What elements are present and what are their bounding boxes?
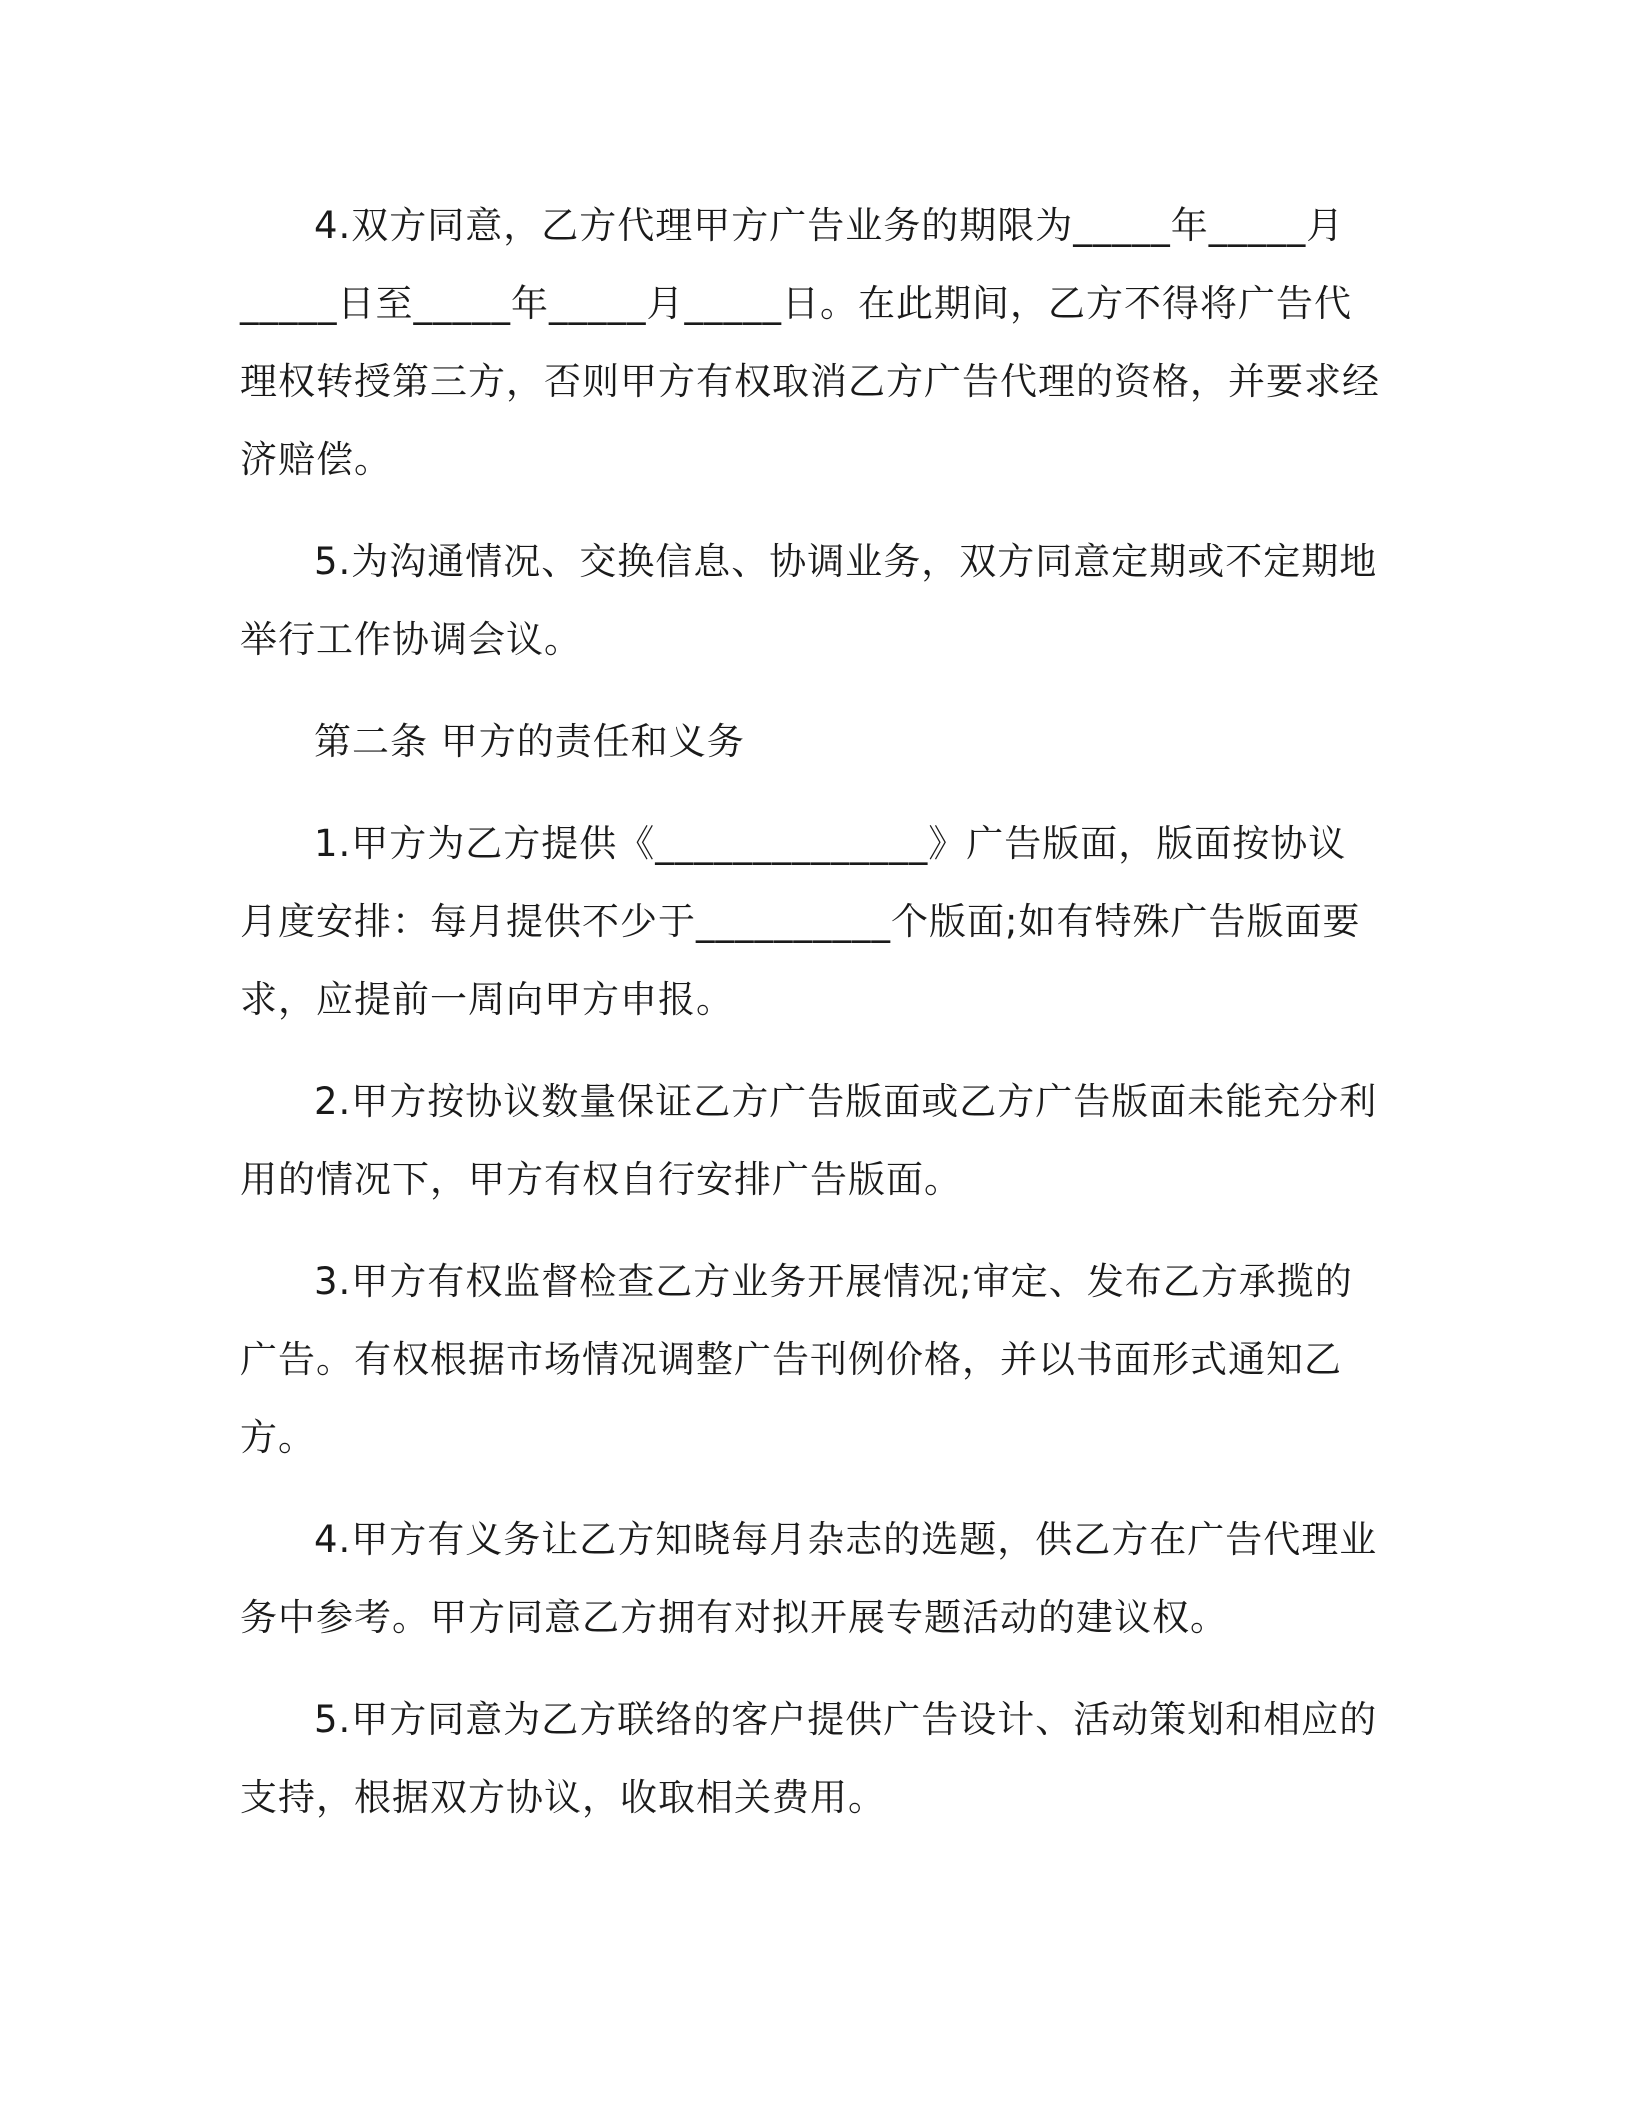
paragraph-clause-1-4: 4.双方同意，乙方代理甲方广告业务的期限为_____年_____月_____日至_____年_____月_____日。在此期间，乙方不得将广告代理权转授第三方，否则甲方有权取消乙方广告代理的资格，并要求经济赔偿。 bbox=[240, 204, 1380, 481]
paragraph-clause-2-2: 2.甲方按协议数量保证乙方广告版面或乙方广告版面未能充分利用的情况下，甲方有权自行安排广告版面。 bbox=[240, 1080, 1378, 1201]
paragraph-clause-2-1: 1.甲方为乙方提供《______________》广告版面，版面按协议月度安排：每月提供不少于__________个版面;如有特殊广告版面要求，应提前一周向甲方申报。 bbox=[240, 822, 1361, 1021]
section-heading-article-2: 第二条 甲方的责任和义务 bbox=[314, 720, 745, 763]
paragraph-clause-2-3: 3.甲方有权监督检查乙方业务开展情况;审定、发布乙方承揽的广告。有权根据市场情况调整广告刊例价格，并以书面形式通知乙方。 bbox=[240, 1260, 1353, 1459]
paragraph-clause-2-5: 5.甲方同意为乙方联络的客户提供广告设计、活动策划和相应的支持，根据双方协议，收取相关费用。 bbox=[240, 1698, 1378, 1819]
document-page bbox=[240, 187, 1384, 1861]
paragraph-clause-1-5: 5.为沟通情况、交换信息、协调业务，双方同意定期或不定期地举行工作协调会议。 bbox=[240, 540, 1378, 661]
paragraph-clause-2-4: 4.甲方有义务让乙方知晓每月杂志的选题，供乙方在广告代理业务中参考。甲方同意乙方拥有对拟开展专题活动的建议权。 bbox=[240, 1518, 1378, 1639]
